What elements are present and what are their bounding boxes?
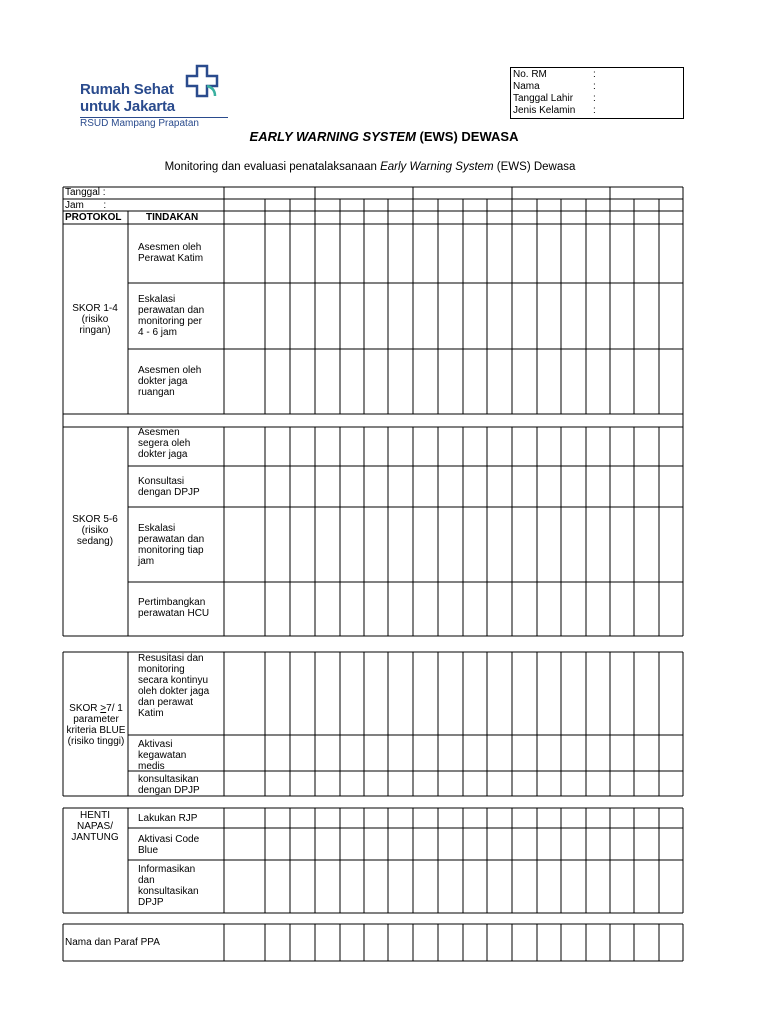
action-eskalasi-tiap-jam: Eskalasi perawatan dan monitoring tiap jam xyxy=(138,523,205,567)
action-aktivasi-kegawatan: Aktivasi kegawatan medis xyxy=(138,739,187,772)
patient-tanggal-lahir: Tanggal Lahir : xyxy=(513,93,596,104)
action-konsultasi-dpjp: Konsultasi dengan DPJP xyxy=(138,476,200,498)
protocol-skor-5-6: SKOR 5-6 (risiko sedang) xyxy=(72,514,118,547)
action-lakukan-rjp: Lakukan RJP xyxy=(138,813,198,824)
protocol-skor-1-4: SKOR 1-4 (risiko ringan) xyxy=(72,303,118,336)
action-aktivasi-code-blue: Aktivasi Code Blue xyxy=(138,834,200,856)
action-informasikan-dpjp: Informasikan dan konsultasikan DPJP xyxy=(138,864,199,908)
logo-line2: untuk Jakarta xyxy=(80,98,175,115)
action-pertimbangkan-hcu: Pertimbangkan perawatan HCU xyxy=(138,597,210,619)
patient-nama: Nama : xyxy=(513,81,596,92)
action-asesmen-perawat: Asesmen oleh Perawat Katim xyxy=(138,242,204,264)
patient-no-rm: No. RM : xyxy=(513,69,596,80)
tanggal-label: Tanggal : xyxy=(65,187,106,198)
page-subtitle: Monitoring dan evaluasi penatalaksanaan Early Warning System (EWS) Dewasa xyxy=(164,161,576,173)
patient-jenis-kelamin: Jenis Kelamin : xyxy=(513,105,596,116)
action-resusitasi: Resusitasi dan monitoring secara kontinyu oleh dokter jaga dan perawat Katim xyxy=(138,653,210,719)
logo-line3: RSUD Mampang Prapatan xyxy=(80,118,199,129)
protocol-henti-napas: HENTI NAPAS/ JANTUNG xyxy=(71,810,119,843)
nama-paraf-ppa-label: Nama dan Paraf PPA xyxy=(65,937,160,948)
jam-label: Jam : xyxy=(65,200,107,211)
action-asesmen-segera: Asesmen segera oleh dokter jaga xyxy=(138,427,191,460)
action-konsultasikan-dpjp: konsultasikan dengan DPJP xyxy=(138,774,200,796)
protocol-skor-7: SKOR >7/ 1 parameter kriteria BLUE (risiko tinggi) xyxy=(66,703,126,747)
action-asesmen-dokter-ruangan: Asesmen oleh dokter jaga ruangan xyxy=(138,365,202,398)
page-title: EARLY WARNING SYSTEM (EWS) DEWASA xyxy=(249,129,519,144)
logo-line1: Rumah Sehat xyxy=(80,81,174,98)
action-eskalasi-4-6-jam: Eskalasi perawatan dan monitoring per 4 - 6 jam xyxy=(138,294,205,338)
tindakan-header: TINDAKAN xyxy=(146,212,199,223)
protokol-header: PROTOKOL xyxy=(65,212,122,223)
